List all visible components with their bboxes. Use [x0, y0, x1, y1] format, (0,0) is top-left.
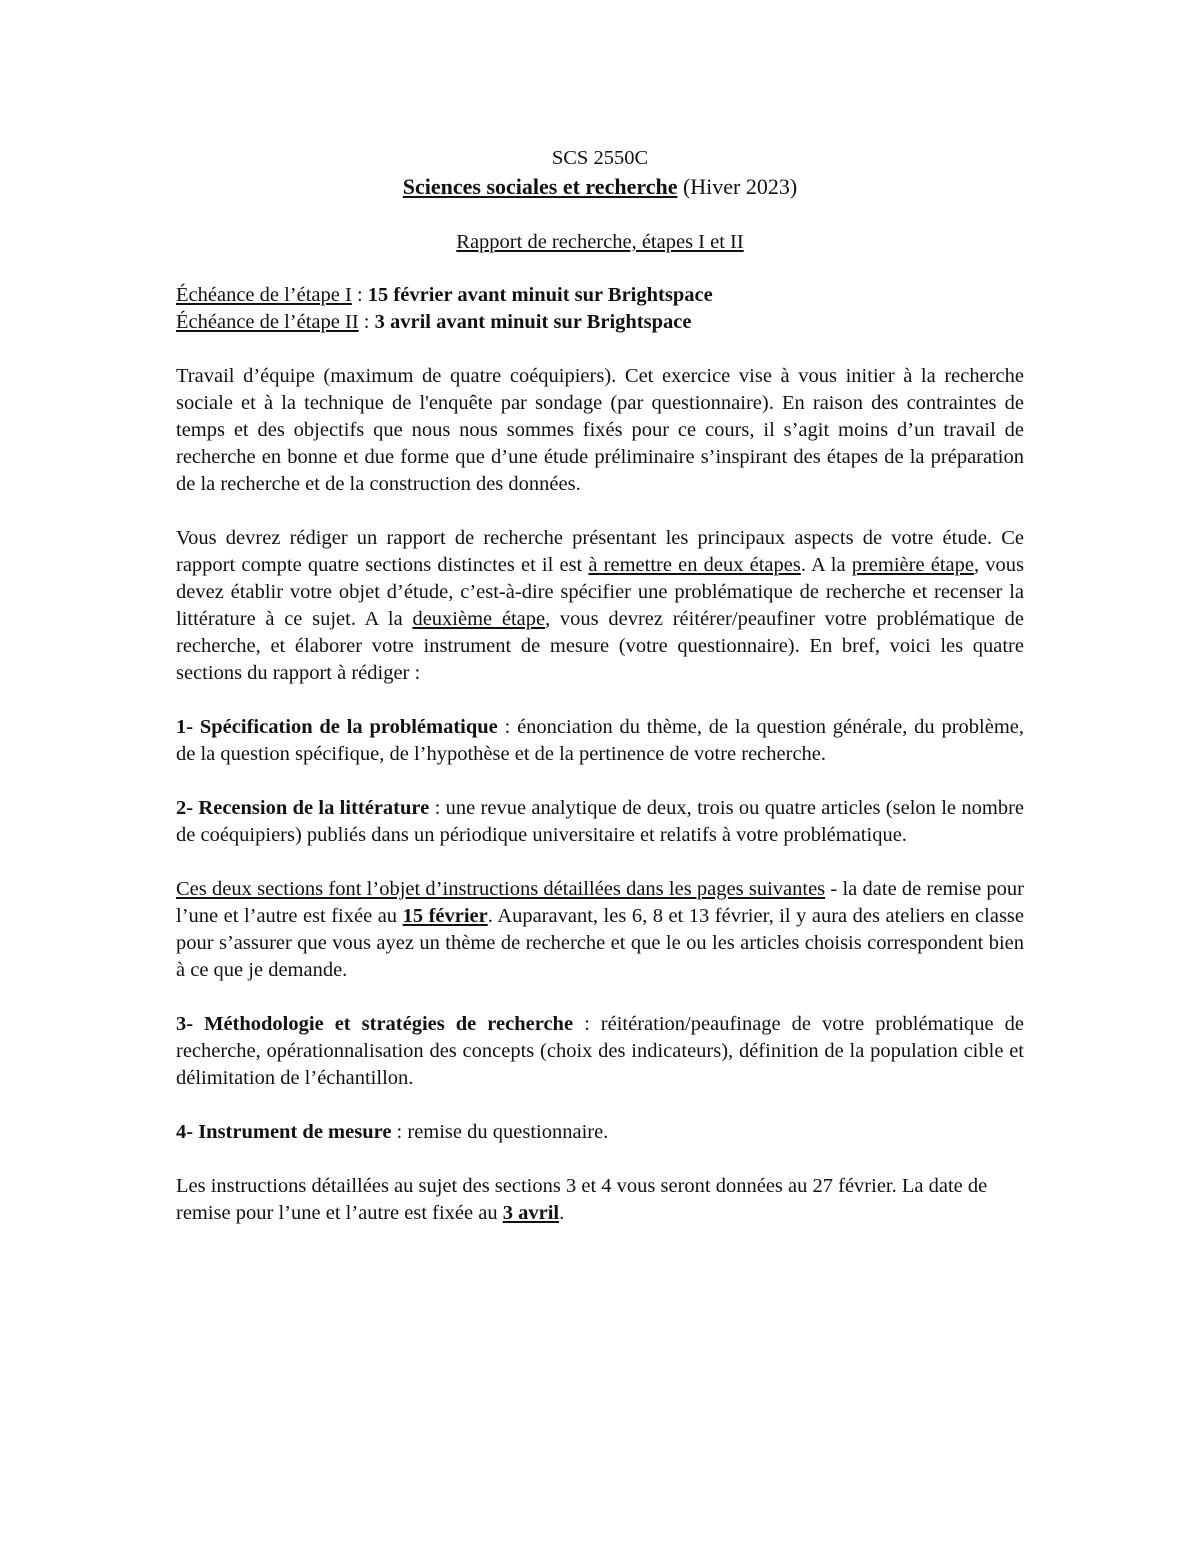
note-date: 15 février	[402, 905, 488, 927]
section-description: : une revue analytique de deux, trois ou quatre articles (selon le nombre de coéquipiers) publiés dans un périodique universitaire et relatifs à votre problématique.	[176, 797, 1024, 846]
section-description: : énonciation du thème, de la question générale, du problème, de la question spécifique, de l’hypothèse et de la pertinence de votre recherche.	[176, 716, 1024, 765]
section-3-paragraph	[176, 1011, 1024, 1092]
deadline-label: Échéance de l’étape I	[176, 284, 352, 306]
deadline-value: 15 février avant minuit sur Brightspace	[367, 284, 713, 306]
course-code: SCS 2550C	[551, 147, 649, 169]
overview-text: , vous devrez réitérer/peaufiner votre problématique de recherche, et élaborer votre instrument de mesure (votre questionnaire). En bref, voici les quatre sections du rapport à rédiger :	[176, 608, 1024, 684]
overview-paragraph	[176, 525, 1024, 687]
final-note-text: .	[559, 1202, 565, 1224]
section-title: 3- Méthodologie et stratégies de recherche	[176, 1013, 574, 1035]
deadline-value: 3 avril avant minuit sur Brightspace	[374, 311, 692, 333]
note-text: - la date de remise pour l’une et l’autre est fixée au	[176, 878, 1024, 927]
final-note-date: 3 avril	[502, 1202, 560, 1224]
overview-text: Vous devrez rédiger un rapport de recherche présentant les principaux aspects de votre étude. Ce rapport compte quatre sections distinctes et il est	[176, 527, 1024, 576]
deadline-separator: :	[358, 311, 375, 333]
overview-text: . A la	[800, 554, 852, 576]
section-1-paragraph	[176, 714, 1024, 768]
overview-text: , vous devez établir votre objet d’étude, c’est-à-dire spécifier une problématique de recherche et recenser la littérature à ce sujet. A la	[176, 554, 1024, 630]
section-title: 2- Recension de la littérature	[176, 797, 430, 819]
overview-underline: première étape	[851, 554, 974, 576]
section-description: : réitération/peaufinage de votre problématique de recherche, opérationnalisation des concepts (choix des indicateurs), définition de la population cible et délimitation de l’échantillon.	[176, 1013, 1024, 1089]
final-note-paragraph	[176, 1173, 1024, 1227]
section-title: 4- Instrument de mesure	[176, 1121, 392, 1143]
course-title-line	[0, 172, 1200, 202]
overview-underline: à remettre en deux étapes	[588, 554, 801, 576]
note-text: . Auparavant, les 6, 8 et 13 février, il y aura des ateliers en classe pour s’assurer que vous ayez un thème de recherche et que le ou les articles choisis correspondent bien à ce que je demande.	[176, 905, 1025, 981]
intro-paragraph: Travail d’équipe (maximum de quatre coéquipiers). Cet exercice vise à vous initier à la recherche sociale et à la technique de l'enquête par sondage (par questionnaire). En raison des contraintes de temps et des objectifs que nous nous sommes fixés pour ce cours, il s’agit moins d’un travail de recherche en bonne et due forme que d’une étude préliminaire s’inspirant des étapes de la préparation de la recherche et de la construction des données.	[176, 365, 1024, 495]
deadline-stage-1	[176, 282, 1024, 309]
section-4-paragraph	[176, 1119, 1024, 1146]
section-description: : remise du questionnaire.	[391, 1121, 609, 1143]
note-underline: Ces deux sections font l’objet d’instructions détaillées dans les pages suivantes	[176, 878, 826, 900]
instructions-note-paragraph	[176, 876, 1024, 984]
section-2-paragraph	[176, 795, 1024, 849]
deadline-separator: :	[351, 284, 368, 306]
deadline-label: Échéance de l’étape II	[176, 311, 359, 333]
final-note-text: Les instructions détaillées au sujet des sections 3 et 4 vous seront données au 27 février. La date de remise pour l’une et l’autre est fixée au	[176, 1175, 988, 1224]
document-body	[176, 282, 1024, 1254]
overview-underline: deuxième étape	[412, 608, 546, 630]
section-title: 1- Spécification de la problématique	[176, 716, 498, 738]
course-term: (Hiver 2023)	[682, 174, 798, 199]
deadlines-block	[176, 282, 1024, 336]
report-heading: Rapport de recherche, étapes I et II	[456, 231, 744, 253]
course-title: Sciences sociales et recherche	[402, 174, 678, 199]
deadline-stage-2	[176, 309, 1024, 336]
